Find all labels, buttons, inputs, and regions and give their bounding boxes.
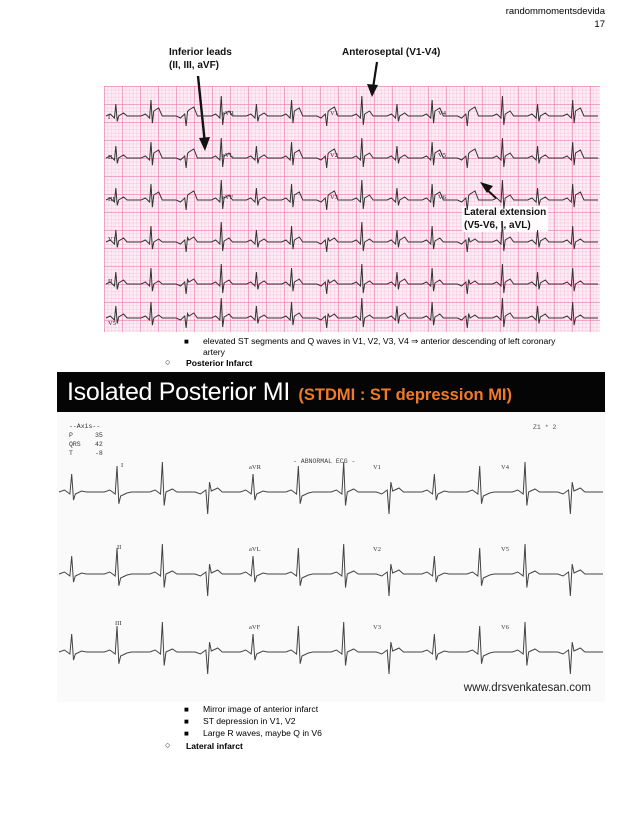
section-item-posterior (165, 357, 253, 369)
section-title: Posterior Infarct (186, 358, 253, 368)
lead-label: I (108, 114, 111, 121)
lead-label: V2 (373, 546, 381, 553)
square-bullet-icon: ■ (184, 717, 189, 726)
axis-value: -8 (95, 450, 103, 457)
header-author: randommomentsdevida (505, 6, 605, 17)
bullet-continuation (203, 347, 225, 358)
lead-label: V4 (501, 464, 509, 471)
page-number: 17 (594, 19, 605, 30)
ecg-trace (57, 632, 605, 672)
ecg-trace (104, 298, 600, 338)
circle-bullet-icon: ○ (165, 740, 171, 750)
bullet-text: Large R waves, maybe Q in V6 (203, 728, 322, 738)
lead-label: V5 (501, 546, 509, 553)
square-bullet-icon: ■ (184, 705, 189, 714)
lead-label: V3 (330, 194, 338, 201)
bullet-text: ST depression in V1, V2 (203, 716, 296, 726)
lead-label: V6 (501, 624, 509, 631)
lead-label: aVR (222, 110, 234, 117)
bullet-item (184, 716, 296, 727)
lead-label: V5 (438, 152, 446, 159)
lead-label: V1 (330, 110, 338, 117)
section-item-lateral (165, 740, 243, 752)
square-bullet-icon: ■ (184, 729, 189, 738)
ecg-trace (104, 222, 600, 262)
lead-label: V5 (108, 320, 116, 327)
axis-key: QRS (69, 441, 81, 448)
ecg-figure-posterior (57, 412, 605, 702)
abnormal-ecg-label: - ABNORMAL ECG - (293, 458, 356, 465)
axis-row (69, 431, 103, 440)
lead-label: V1 (108, 236, 116, 243)
lead-label: aVR (249, 464, 261, 471)
lead-label: V4 (438, 110, 446, 117)
lead-label: V2 (330, 152, 338, 159)
ecg-trace (104, 96, 600, 136)
bullet-text: Mirror image of anterior infarct (203, 704, 319, 714)
lead-label: aVL (222, 152, 234, 159)
ecg-figure-anterior (104, 40, 600, 332)
callout-lateral-title: Lateral extension (464, 207, 547, 218)
bullet-item (184, 336, 556, 347)
ecg-trace (57, 472, 605, 512)
lead-label: III (115, 620, 122, 627)
axis-value: 42 (95, 441, 103, 448)
lead-label: III (108, 196, 115, 203)
lead-label: V1 (373, 464, 381, 471)
ecg-trace (104, 180, 600, 220)
banner-subtitle: (STDMI : ST depression MI) (298, 386, 513, 404)
lead-label: II (108, 154, 113, 161)
axis-key: P (69, 432, 73, 439)
lead-label: V3 (373, 624, 381, 631)
lead-label: aVF (222, 194, 234, 201)
callout-inferior-title: Inferior leads (169, 47, 232, 58)
bullet-text: artery (203, 347, 225, 357)
lead-label: aVF (249, 624, 261, 631)
callout-inferior-leads: (II, III, aVF) (169, 60, 220, 71)
callout-anteroseptal: Anteroseptal (V1-V4) (342, 47, 441, 58)
bullet-text: elevated ST segments and Q waves in V1, V2, V3, V4 ⇒ anterior descending of left coronary (203, 336, 556, 346)
lead-label: II (108, 278, 113, 285)
axis-title: --Axis-- (69, 423, 101, 430)
ecg-trace (57, 554, 605, 594)
lead-label: aVL (249, 546, 261, 553)
lead-label: II (117, 544, 122, 551)
source-credit: www.drsvenkatesan.com (463, 682, 591, 694)
corner-text: Z1 * 2 (533, 424, 557, 431)
lead-label: I (121, 462, 124, 469)
lead-label: V6 (438, 194, 446, 201)
axis-table (69, 422, 103, 458)
section-title: Lateral infarct (186, 741, 243, 751)
axis-row (69, 440, 103, 449)
axis-value: 35 (95, 432, 103, 439)
axis-row (69, 449, 103, 458)
circle-bullet-icon: ○ (165, 357, 171, 367)
callout-lateral-leads: (V5-V6, I, aVL) (464, 220, 531, 231)
square-bullet-icon: ■ (184, 337, 189, 346)
bullet-item (184, 704, 319, 715)
posterior-mi-banner (57, 372, 605, 412)
ecg-trace (104, 138, 600, 178)
banner-title: Isolated Posterior MI (67, 378, 290, 406)
axis-key: T (69, 450, 73, 457)
bullet-item (184, 728, 322, 739)
